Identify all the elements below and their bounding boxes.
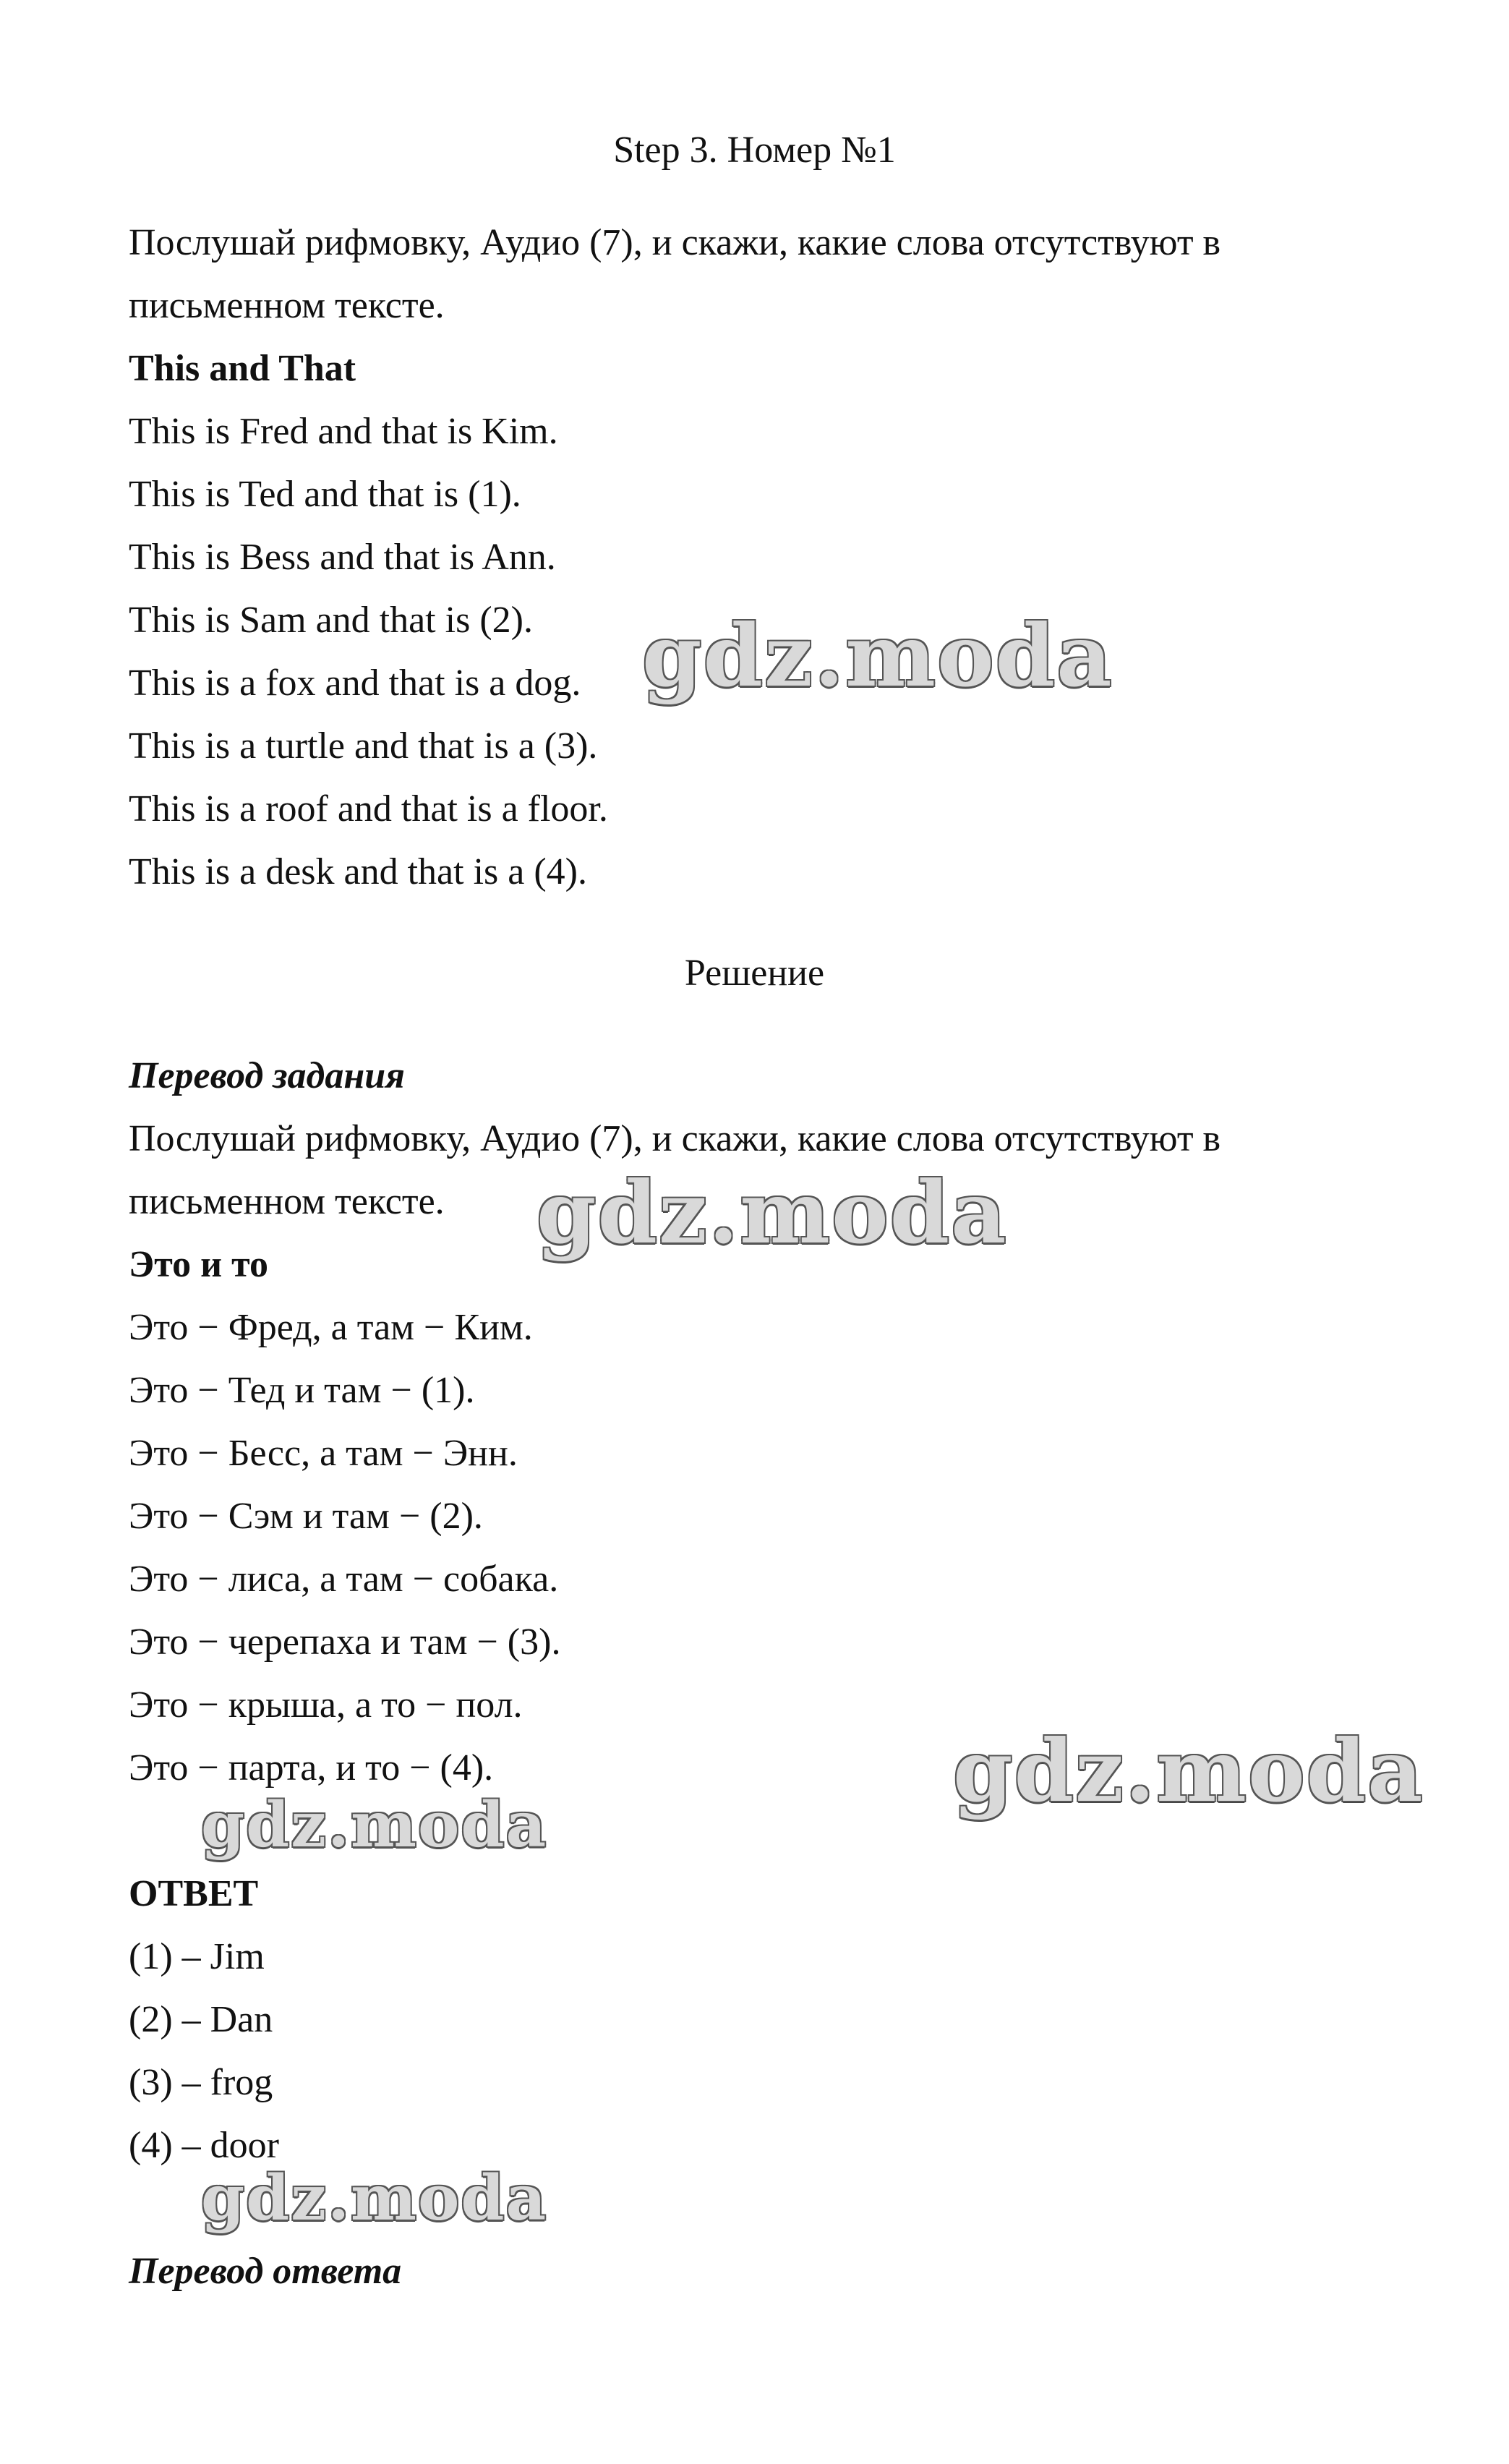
task-instruction-line-1: Послушай рифмовку, Аудио (7), и скажи, какие слова отсутствуют в [129,222,1221,263]
page-title: Step 3. Номер №1 [613,129,896,171]
answer-heading: ОТВЕТ [129,1873,259,1914]
solution-heading: Решение [684,952,825,994]
translated-poem-line: Это − Фред, а там − Ким. [129,1307,533,1348]
answer-item: (2) – Dan [129,1999,273,2040]
translated-poem-title: Это и то [129,1244,268,1285]
answer-item: (4) – door [129,2125,279,2166]
watermark: gdz.moda [201,1789,548,1862]
poem-line: This is a desk and that is a (4). [129,851,587,892]
translation-instruction-line-2: письменном тексте. [129,1181,445,1222]
task-instruction-line-2: письменном тексте. [129,285,445,326]
poem-line: This is Bess and that is Ann. [129,537,556,578]
poem-line: This is a fox and that is a dog. [129,662,581,704]
translated-poem-line: Это − лиса, а там − собака. [129,1559,559,1600]
poem-line: This is Fred and that is Kim. [129,411,558,452]
translated-poem-line: Это − парта, и то − (4). [129,1747,494,1789]
translated-poem-line: Это − Сэм и там − (2). [129,1496,483,1537]
watermark: gdz.moda [953,1721,1424,1821]
poem-line: This is Sam and that is (2). [129,600,533,641]
translated-poem-line: Это − крыша, а то − пол. [129,1684,523,1726]
answer-translation-heading: Перевод ответа [129,2251,402,2292]
poem-line: This is a turtle and that is a (3). [129,725,598,767]
watermark: gdz.moda [201,2162,548,2235]
poem-title: This and That [129,348,356,389]
answer-item: (1) – Jim [129,1936,265,1977]
watermark: gdz.moda [642,605,1113,706]
translated-poem-line: Это − черепаха и там − (3). [129,1621,561,1663]
poem-line: This is a roof and that is a floor. [129,788,608,830]
answer-item: (3) – frog [129,2062,273,2103]
translated-poem-line: Это − Тед и там − (1). [129,1370,475,1411]
translation-heading: Перевод задания [129,1055,405,1096]
watermark: gdz.moda [537,1162,1008,1263]
poem-line: This is Ted and that is (1). [129,474,521,515]
translated-poem-line: Это − Бесс, а там − Энн. [129,1433,518,1474]
translation-instruction-line-1: Послушай рифмовку, Аудио (7), и скажи, какие слова отсутствуют в [129,1118,1221,1159]
